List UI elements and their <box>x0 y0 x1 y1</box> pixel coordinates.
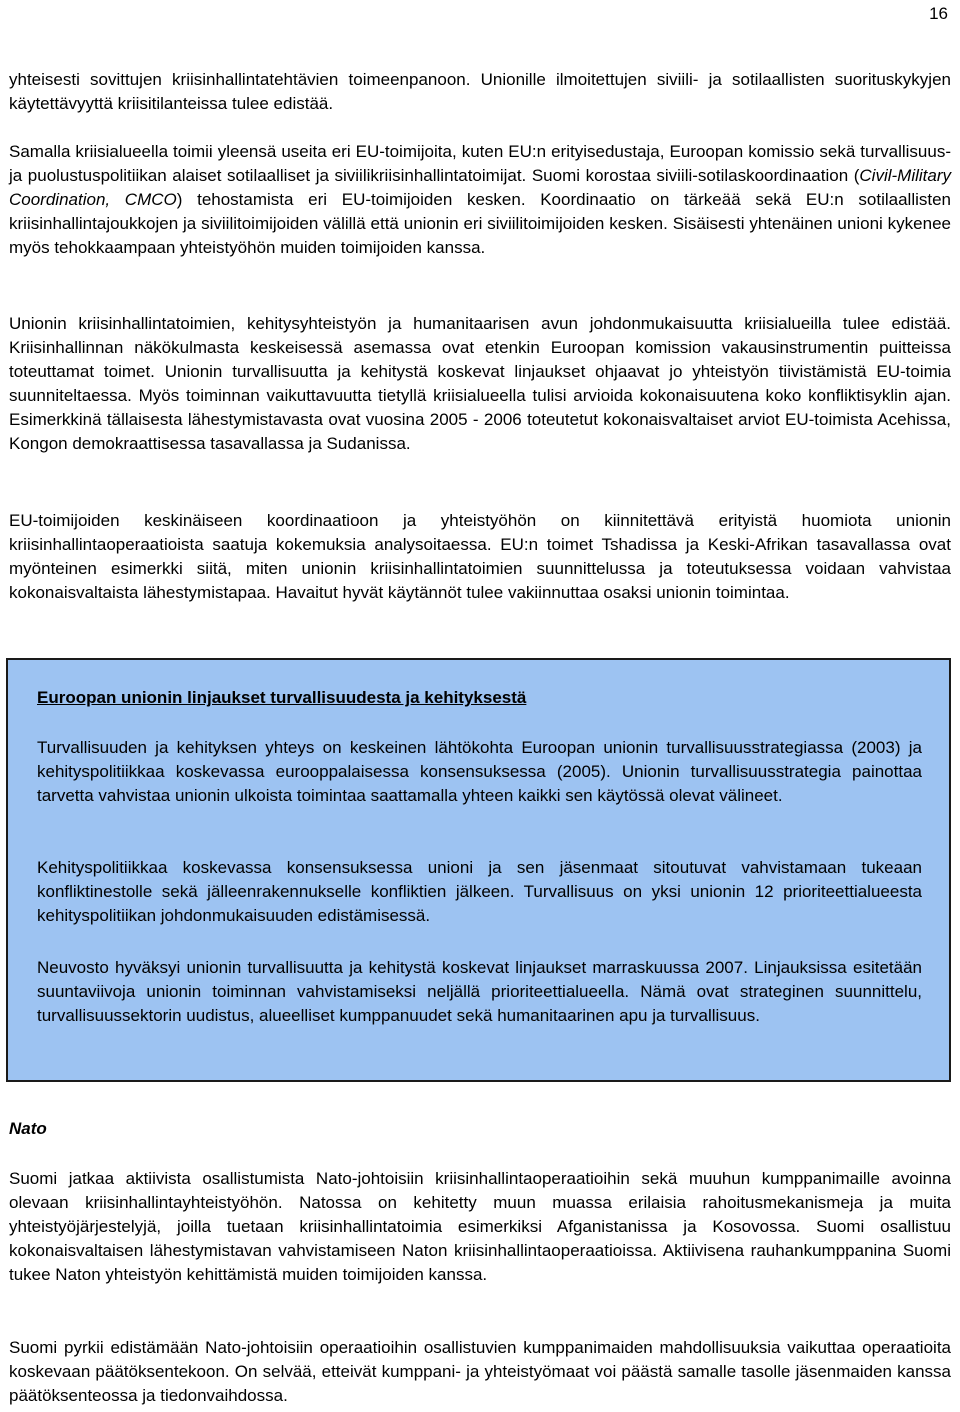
page-number: 16 <box>929 4 948 23</box>
paragraph-eu-actors-text-a: Samalla kriisialueella toimii yleensä useita eri EU-toimijoita, kuten EU:n erityisedustaja, Euroopan komissio sekä turvallisuus- ja puolustuspolitiikan alaiset sotilaalliset ja siviilikriisinhallintatoimijat. Suomi korostaa siviili-sotilaskoordinaation ( <box>9 142 951 185</box>
info-box-paragraph-consensus: Kehityspolitiikkaa koskevassa konsensuksessa unioni ja sen jäsenmaat sitoutuvat vahvistamaan tukeaan konfliktinestolle sekä jälleenrakennukselle konfliktien jälkeen. Turvallisuus on yksi unionin 12 prioriteettialueesta kehityspolitiikan johdonmukaisuuden edistämisessä. <box>37 858 922 926</box>
paragraph-eu-actors-text-b: ) tehostamista eri EU-toimijoiden kesken. Koordinaatio on tärkeää sekä EU:n sotilaallisten kriisinhallintajoukkojen ja siviilitoimijoiden välillä että unionin eri siviilitoimijoiden kesken. Sisäisesti yhtenäinen unioni kykenee myös tehokkaampaan yhteistyöhön muiden toimijoiden kanssa. <box>9 189 952 257</box>
paragraph-nato-participation: Suomi jatkaa aktiivista osallistumista Nato-johtoisiin kriisinhallintaoperaatioihin sekä muuhun kumppanimaille avoinna olevaan kriisinhallintayhteistyöhön. Natossa on kehitetty muun muassa erilaisia rahoitusmekanismeja ja muita yhteistyöjärjestelyjä, joilla tuetaan kriisinhallintatoimia esimerkiksi Afganistanissa ja Kosovossa. Suomi osallistuu kokonaisvaltaisen lähestymistavan vahvistamiseen Naton kriisinhallintaoperaatioissa. Aktiivisena rauhankumppanina Suomi tukee Naton yhteistyön kehittämistä muiden toimijoiden kanssa. <box>9 1169 951 1284</box>
paragraph-coherence: Unionin kriisinhallintatoimien, kehitysyhteistyön ja humanitaarisen avun johdonmukaisuutta kriisialueilla tulee edistää. Kriisinhallinnan näkökulmasta keskeisessä asemassa ovat etenkin Euroopan komission vakausinstrumentin puitteissa toteuttamat toimet. Unionin turvallisuutta ja kehitystä koskevat linjaukset ohjaavat jo yhteistyön tiivistämistä EU-toimia suunniteltaessa. Myös toiminnan vaikuttavuutta tietyllä kriisialueella tulisi arvioida kokonaisuutena koko konfliktisyklin ajan. Esimerkkinä tällaisesta lähestymistavasta ovat vuosina 2005 - 2006 toteutetut kokonaisvaltaiset arviot EU-toimista Acehissa, Kongon demokraattisessa tasavallassa ja Sudanissa. <box>9 314 951 453</box>
paragraph-intro-continuation: yhteisesti sovittujen kriisinhallintatehtävien toimeenpanoon. Unionille ilmoitettujen siviili- ja sotilaallisten suorituskykyjen käytettävyyttä kriisitilanteissa tulee edistää. <box>9 70 951 113</box>
info-box-eu-security-development <box>6 658 951 1082</box>
info-box-paragraph-council: Neuvosto hyväksyi unionin turvallisuutta ja kehitystä koskevat linjaukset marraskuussa 2007. Linjauksissa esitetään suuntaviivoja unionin toiminnan vahvistamiseksi neljällä prioriteettialueella. Nämä ovat strateginen suunnittelu, turvallisuussektorin uudistus, alueelliset kumppanuudet sekä humanitaarinen apu ja turvallisuus. <box>37 958 922 1026</box>
paragraph-coordination-lessons: EU-toimijoiden keskinäiseen koordinaatioon ja yhteistyöhön on kiinnitettävä erityistä huomiota unionin kriisinhallintaoperaatioista saatuja kokemuksia analysoitaessa. EU:n toimet Tshadissa ja Keski-Afrikan tasavallassa ovat myönteinen esimerkki siitä, miten unionin kriisinhallintatoimien suunnittelussa ja toteutuksessa voidaan vahvistaa kokonaisvaltaista lähestymistapaa. Havaitut hyvät käytännöt tulee vakiinnuttaa osaksi unionin toimintaa. <box>9 511 951 602</box>
paragraph-nato-partners: Suomi pyrkii edistämään Nato-johtoisiin operaatioihin osallistuvien kumppanimaiden mahdollisuuksia vaikuttaa operaatioita koskevaan päätöksentekoon. On selvää, etteivät kumppani- ja yhteistyömaat voi päästä samalle tasolle jäsenmaiden kanssa päätöksenteossa ja tiedonvaihdossa. <box>9 1338 951 1405</box>
section-heading-nato: Nato <box>9 1119 47 1138</box>
paragraph-eu-actors-coordination <box>9 140 951 260</box>
cmco-term: Civil-Military Coordination, CMCO <box>9 165 951 209</box>
info-box-paragraph-strategy: Turvallisuuden ja kehityksen yhteys on keskeinen lähtökohta Euroopan unionin turvallisuusstrategiassa (2003) ja kehityspolitiikkaa koskevassa eurooppalaisessa konsensuksessa (2005). Unionin turvallisuusstrategia painottaa tarvetta vahvistaa unionin ulkoista toimintaa saattamalla yhteen kaikki sen käytössä olevat välineet. <box>37 738 922 806</box>
info-box-title: Euroopan unionin linjaukset turvallisuudesta ja kehityksestä <box>37 688 527 707</box>
